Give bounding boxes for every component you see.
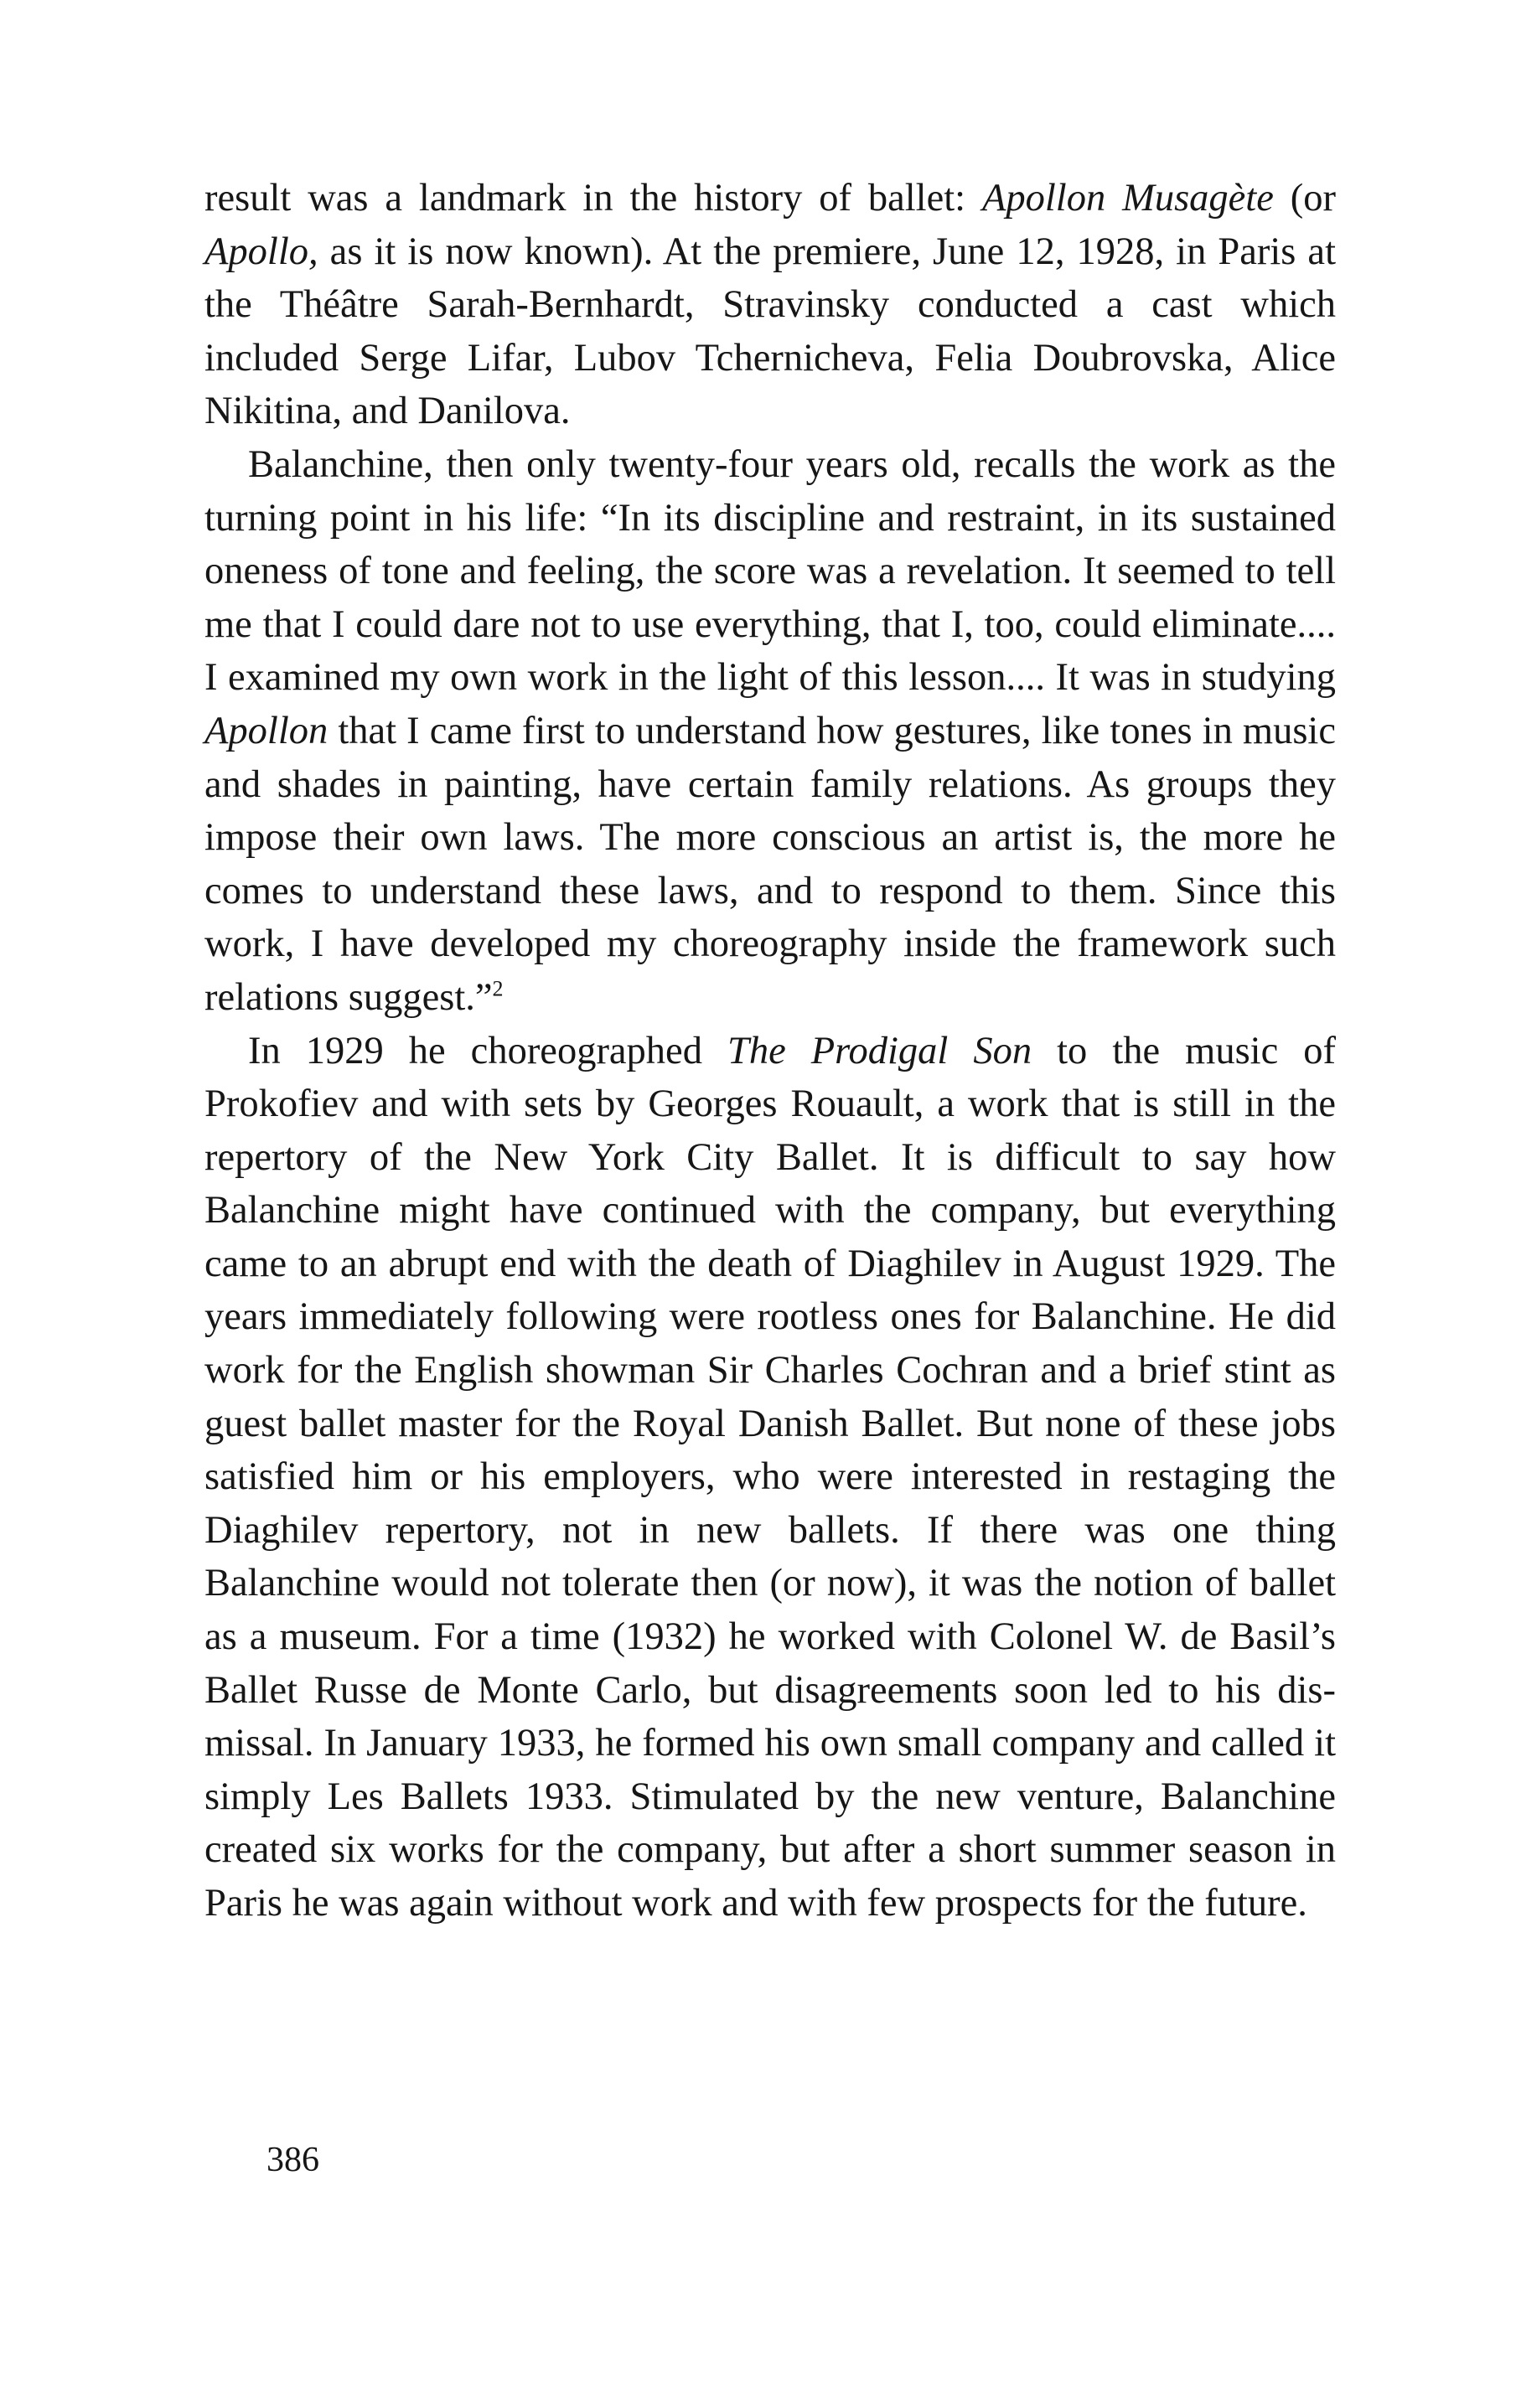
text-run: as it is now known). At the premiere, June 12, 1928, in Paris at the Théâtre Sarah-Bernhardt, Stravinsky conducted a cast which included Serge Lifar, Lubov Tchernicheva, Felia Doubrovska, Alice Nikitina, and Danilova. [204, 230, 1336, 433]
text-run: to the music of Prokofiev and with sets by Georges Rouault, a work that is still in the repertory of the New York City Ballet. It is difficult to say how Balanchine might have continued with the company, but everything came to an abrupt end with the death of Diaghilev in August 1929. The years immediately following were rootless ones for Balanchine. He did work for the English showman Sir Charles Cochran and a brief stint as guest ballet master for the Royal Danish Ballet. But none of these jobs satisfied him or his employers, who were interested in restaging the Diaghilev repertory, not in new ballets. If there was one thing Balanchine would not tolerate then (or now), it was the notion of ballet as a museum. For a time (1932) he worked with Colonel W. de Basil’s Ballet Russe de Monte Carlo, but disagreements soon led to his dismissal. In January 1933, he formed his own small company and called it simply Les Ballets 1933. Stimulated by the new venture, Balanchine created six works for the company, but after a short summer season in Paris he was again without work and with few prospects for the future. [204, 1029, 1336, 1925]
paragraph-3 [204, 1025, 1336, 1930]
text-run: Balanchine, then only twenty-four years old, recalls the work as the turning point in his life: “In its discipline and restraint, in its sustained oneness of tone and feeling, the score was a revelation. It seemed to tell me that I could dare not to use everything, that I, too, could eliminate.... I examined my own work in the light of this lesson.... It was in studying [204, 442, 1336, 700]
italic-title-prodigal-son: The Prodigal Son [727, 1029, 1032, 1072]
italic-title-apollo: Apollo, [204, 230, 318, 273]
text-run: result was a landmark in the history of ballet: [204, 177, 982, 220]
body-text [204, 172, 1336, 1930]
footnote-marker[interactable]: 2 [492, 976, 504, 1001]
text-run: that I came first to understand how gestures, like tones in music and shades in painting, have certain family relations. As groups they impose their own laws. The more conscious an artist is, the more he comes to understand these laws, and to respond to them. Since this work, I have developed my choreography inside the framework such relations suggest.” [204, 709, 1336, 1019]
paragraph-1 [204, 172, 1336, 438]
page-number: 386 [266, 2141, 319, 2179]
text-run: (or [1273, 177, 1336, 220]
text-run: In 1929 he choreographed [248, 1029, 727, 1072]
italic-title-apollon-musagete: Apollon Musagète [981, 177, 1274, 220]
paragraph-2 [204, 438, 1336, 1025]
italic-title-apollon: Apollon [204, 709, 329, 752]
